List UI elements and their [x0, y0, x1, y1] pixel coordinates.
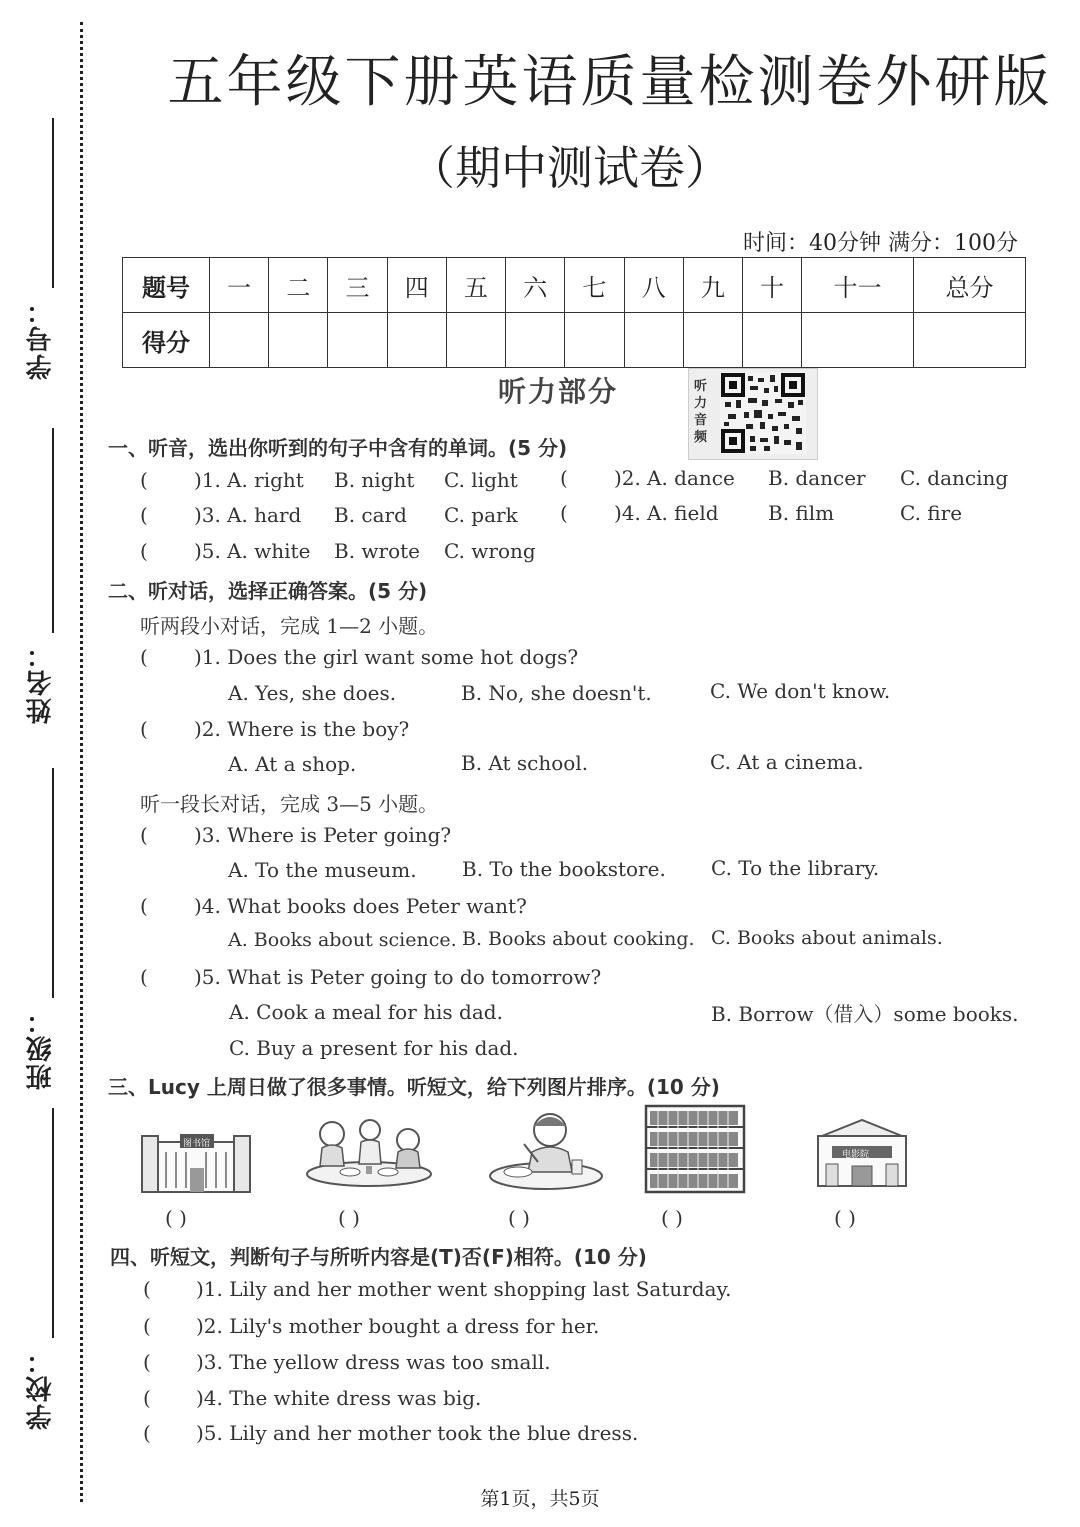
answer-paren[interactable]: ( [140, 503, 148, 527]
question-number: )3. [194, 503, 221, 527]
score-table-score-row [123, 313, 1026, 368]
answer-paren[interactable]: ( [560, 501, 568, 525]
class-line [52, 768, 54, 998]
score-cell: 四 [387, 258, 446, 313]
option-b: B. At school. [461, 751, 589, 775]
picture-answer-paren[interactable]: ( ) [508, 1206, 530, 1230]
score-label-cell: 得分 [123, 313, 210, 368]
score-cell: 十 [742, 258, 801, 313]
option-a: A. To the museum. [228, 858, 417, 882]
time-info: 时间：40分钟 满分：100分 [743, 231, 1018, 256]
score-cell: 九 [683, 258, 742, 313]
section2-intro-2: 听一段长对话，完成 3—5 小题。 [140, 792, 439, 816]
cinema-sign: 电影院 [842, 1150, 870, 1160]
question-stem: )3. Where is Peter going? [194, 823, 452, 847]
score-input-cell[interactable] [624, 313, 683, 368]
section3-heading: 三、Lucy 上周日做了很多事情。听短文，给下列图片排序。(10 分) [108, 1075, 720, 1099]
option-a: A. right [227, 468, 304, 492]
option-c: C. Buy a present for his dad. [229, 1036, 519, 1060]
answer-paren[interactable]: ( [143, 1350, 151, 1374]
family-dinner-icon [304, 1112, 434, 1194]
question-stem: )5. What is Peter going to do tomorrow? [194, 965, 602, 989]
score-input-cell[interactable] [802, 313, 914, 368]
listening-heading: 听力部分 [498, 375, 619, 408]
score-input-cell[interactable] [683, 313, 742, 368]
score-input-cell[interactable] [565, 313, 624, 368]
score-cell: 总分 [914, 258, 1026, 313]
score-input-cell[interactable] [387, 313, 446, 368]
section2-heading: 二、听对话，选择正确答案。(5 分) [108, 579, 428, 603]
option-a: A. hard [227, 503, 302, 527]
picture-answer-paren[interactable]: ( ) [834, 1206, 856, 1230]
answer-paren[interactable]: ( [140, 823, 148, 847]
score-input-cell[interactable] [328, 313, 387, 368]
answer-paren[interactable]: ( [140, 539, 148, 563]
page-title: 五年级下册英语质量检测卷外研版 [167, 50, 1053, 115]
answer-paren[interactable]: ( [140, 468, 148, 492]
picture-answer-paren[interactable]: ( ) [165, 1206, 187, 1230]
class-label: 班级： [26, 1006, 56, 1090]
school-line [52, 1108, 54, 1338]
score-table-header-row [123, 258, 1026, 313]
student-id-label: 学号： [26, 296, 56, 380]
question-number: )5. [194, 539, 221, 563]
qr-code-icon[interactable] [720, 372, 806, 454]
binding-dotted-line [80, 22, 83, 1502]
score-input-cell[interactable] [269, 313, 328, 368]
score-cell: 一 [210, 258, 269, 313]
option-c: C. light [444, 468, 518, 492]
option-a: A. Yes, she does. [228, 681, 397, 705]
question-stem: )2. Where is the boy? [194, 717, 410, 741]
option-c: C. To the library. [711, 856, 880, 880]
tf-statement: )1. Lily and her mother went shopping last Saturday. [196, 1277, 732, 1301]
section2-intro-1: 听两段小对话，完成 1—2 小题。 [140, 614, 439, 638]
school-label: 学校： [26, 1346, 56, 1430]
answer-paren[interactable]: ( [143, 1314, 151, 1338]
score-input-cell[interactable] [742, 313, 801, 368]
question-stem: )1. Does the girl want some hot dogs? [194, 645, 579, 669]
option-c: C. fire [900, 501, 963, 525]
question-number: )1. [194, 468, 221, 492]
tf-statement: )2. Lily's mother bought a dress for her. [196, 1314, 600, 1338]
picture-answer-paren[interactable]: ( ) [338, 1206, 360, 1230]
option-b: B. dancer [768, 466, 866, 490]
option-b: B. film [768, 501, 835, 525]
option-b: B. No, she doesn't. [461, 681, 652, 705]
section1-heading: 一、听音，选出你听到的句子中含有的单词。(5 分) [108, 436, 568, 460]
score-cell: 五 [446, 258, 505, 313]
option-a: A. dance [647, 466, 735, 490]
option-b: B. night [334, 468, 415, 492]
score-cell: 七 [565, 258, 624, 313]
page-number: 第1页，共5页 [480, 1488, 600, 1510]
tf-statement: )3. The yellow dress was too small. [196, 1350, 551, 1374]
option-c: C. We don't know. [710, 679, 891, 703]
score-input-cell[interactable] [506, 313, 565, 368]
option-a: A. field [647, 501, 719, 525]
answer-paren[interactable]: ( [140, 894, 148, 918]
option-a: A. Cook a meal for his dad. [229, 1000, 503, 1024]
qr-label: 听力音频 [694, 379, 708, 445]
option-b: B. card [334, 503, 407, 527]
score-input-cell[interactable] [914, 313, 1026, 368]
score-input-cell[interactable] [446, 313, 505, 368]
option-c: C. dancing [900, 466, 1009, 490]
option-c: C. Books about animals. [711, 927, 943, 949]
tf-statement: )5. Lily and her mother took the blue dress. [196, 1421, 639, 1445]
option-b: B. Books about cooking. [462, 928, 695, 950]
question-number: )4. [614, 501, 641, 525]
question-stem: )4. What books does Peter want? [194, 894, 527, 918]
bookshelf-icon [644, 1104, 746, 1194]
option-b: B. To the bookstore. [462, 857, 666, 881]
option-a: A. At a shop. [228, 752, 357, 776]
answer-paren[interactable]: ( [143, 1421, 151, 1445]
answer-paren[interactable]: ( [140, 645, 148, 669]
tf-statement: )4. The white dress was big. [196, 1386, 482, 1410]
score-table [122, 257, 1026, 368]
score-cell: 二 [269, 258, 328, 313]
answer-paren[interactable]: ( [143, 1386, 151, 1410]
option-c: C. At a cinema. [710, 750, 864, 774]
name-label: 姓名： [26, 640, 56, 724]
answer-paren[interactable]: ( [140, 717, 148, 741]
score-cell: 八 [624, 258, 683, 313]
question-number: )2. [614, 466, 641, 490]
score-cell: 六 [506, 258, 565, 313]
option-a: A. white [227, 539, 311, 563]
score-cell: 题号 [123, 258, 210, 313]
girl-eating-icon [488, 1106, 606, 1194]
page-subtitle: （期中测试卷） [409, 141, 731, 195]
answer-paren[interactable]: ( [560, 466, 568, 490]
picture-answer-paren[interactable]: ( ) [661, 1206, 683, 1230]
student-id-line [52, 118, 54, 288]
library-sign: 图书馆 [183, 1139, 211, 1149]
section4-heading: 四、听短文，判断句子与所听内容是(T)否(F)相符。(10 分) [110, 1245, 647, 1269]
answer-paren[interactable]: ( [143, 1277, 151, 1301]
score-cell: 三 [328, 258, 387, 313]
option-c: C. park [444, 503, 518, 527]
name-line [52, 428, 54, 633]
score-input-cell[interactable] [210, 313, 269, 368]
option-b: B. Borrow（借入）some books. [711, 1002, 1019, 1026]
option-c: C. wrong [444, 539, 536, 563]
answer-paren[interactable]: ( [140, 965, 148, 989]
option-a: A. Books about science. [228, 929, 457, 951]
score-cell: 十一 [802, 258, 914, 313]
option-b: B. wrote [334, 539, 421, 563]
